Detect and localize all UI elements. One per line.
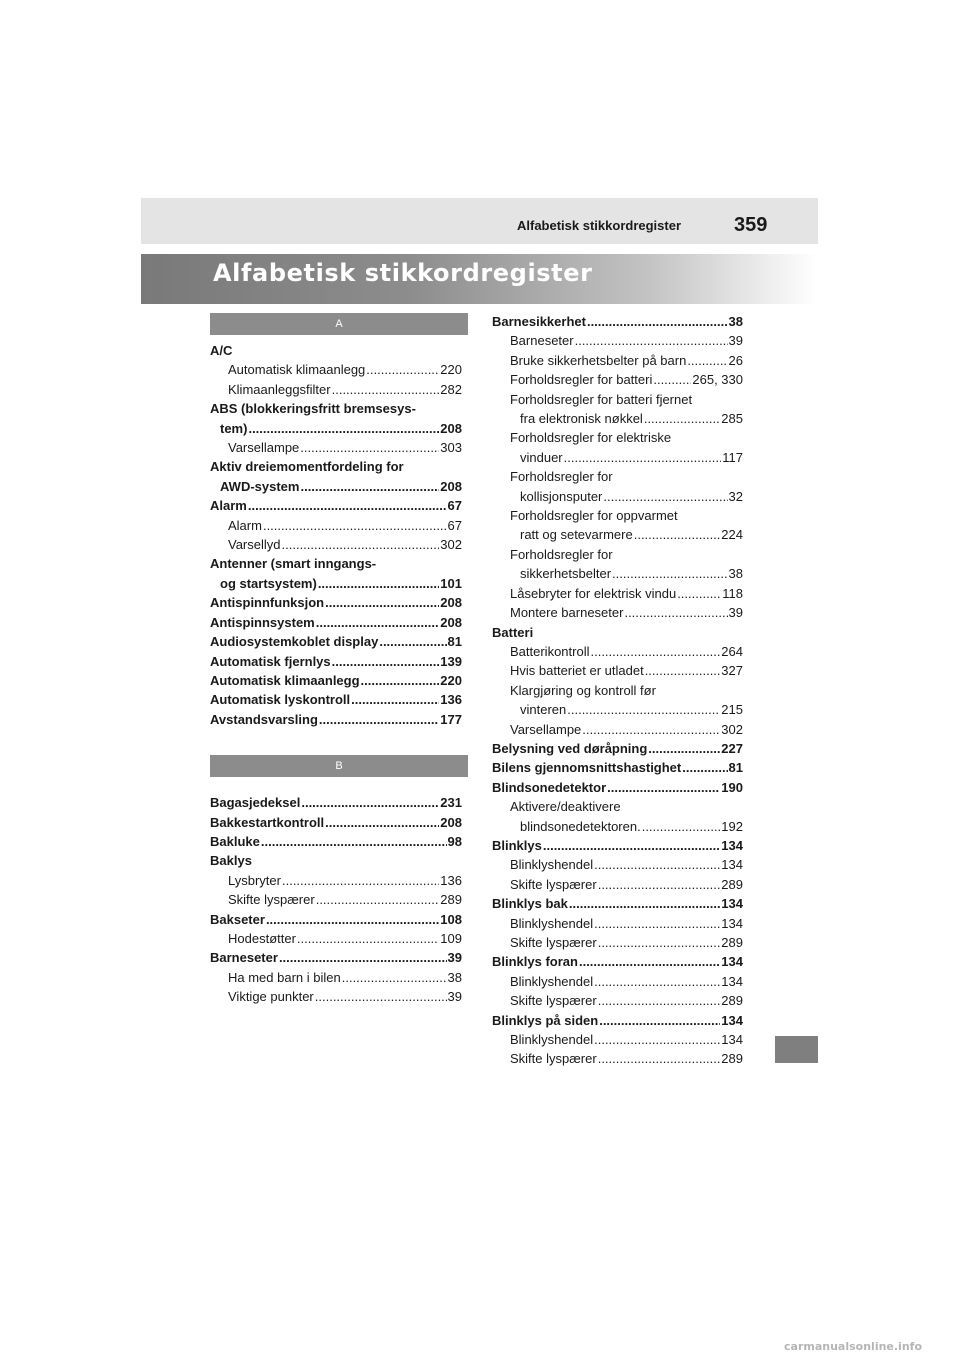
index-term: blindsonedetektoren. <box>520 818 641 834</box>
index-list-b <box>210 793 462 1006</box>
index-term: Batteri <box>492 624 534 640</box>
page-reference: 134 <box>721 857 743 873</box>
page-reference: 39 <box>728 333 743 349</box>
leader-dots <box>590 642 720 661</box>
leader-dots <box>325 593 439 612</box>
index-term: Antispinnfunksjon <box>210 595 325 611</box>
leader-dots <box>567 700 720 719</box>
index-entry <box>210 613 462 632</box>
index-entry <box>210 793 462 812</box>
index-entry <box>492 914 743 933</box>
page-reference: 231 <box>440 795 462 811</box>
index-term: Belysning ved døråpning <box>492 740 648 756</box>
index-entry <box>492 972 743 991</box>
leader-dots <box>543 836 720 855</box>
page-reference: 285 <box>721 411 743 427</box>
page-reference: 208 <box>440 614 462 630</box>
index-entry <box>492 331 743 350</box>
page-reference: 177 <box>440 711 462 727</box>
index-term: Batterikontroll <box>510 643 590 659</box>
index-term: Forholdsregler for <box>510 546 613 562</box>
index-entry <box>492 875 743 894</box>
index-term: Barnesikkerhet <box>492 314 586 329</box>
index-term: Audiosystemkoblet display <box>210 634 379 650</box>
index-entry <box>492 739 743 758</box>
index-term: A/C <box>210 343 233 358</box>
leader-dots <box>607 778 720 797</box>
index-entry <box>492 1049 743 1068</box>
leader-dots <box>297 929 439 948</box>
page-reference: 38 <box>728 566 743 582</box>
index-entry <box>492 351 743 370</box>
page-reference: 302 <box>440 537 462 553</box>
index-entry <box>210 496 462 515</box>
index-term: Skifte lyspærer <box>510 935 597 950</box>
index-term: Hodestøtter <box>228 930 296 946</box>
index-entry <box>210 890 462 909</box>
index-entry <box>210 652 462 671</box>
leader-dots <box>653 370 691 389</box>
page-reference: 108 <box>440 911 462 927</box>
index-term: Automatisk lyskontroll <box>210 692 351 708</box>
page-reference: 220 <box>440 362 462 378</box>
index-entry <box>492 545 743 584</box>
index-term: Skifte lyspærer <box>228 892 315 908</box>
leader-dots <box>587 312 728 331</box>
page-reference: 282 <box>440 381 462 397</box>
leader-dots <box>594 914 720 933</box>
index-entry <box>210 929 462 948</box>
page-reference: 81 <box>447 634 462 650</box>
index-entry <box>492 584 743 603</box>
page-reference: 134 <box>721 1012 743 1028</box>
index-entry <box>210 948 462 967</box>
index-entry <box>210 457 462 496</box>
leader-dots <box>594 972 720 991</box>
leader-dots <box>261 832 447 851</box>
index-entry <box>210 832 462 851</box>
index-entry <box>210 399 462 438</box>
index-entry <box>492 778 743 797</box>
page-reference: 302 <box>721 721 743 737</box>
index-entry <box>492 1011 743 1030</box>
leader-dots <box>300 438 439 457</box>
index-term: Blinklyshendel <box>510 1032 594 1048</box>
section-title: Alfabetisk stikkordregister <box>213 259 593 287</box>
index-term: Bagasjedeksel <box>210 795 301 811</box>
index-column-right <box>492 314 743 1069</box>
page-reference: 134 <box>721 1032 743 1048</box>
index-entry <box>210 968 462 987</box>
leader-dots <box>316 613 440 632</box>
page-reference: 32 <box>728 488 743 504</box>
page-reference: 109 <box>440 930 462 946</box>
index-term: Aktivere/deaktivere <box>510 799 621 815</box>
leader-dots <box>579 952 720 971</box>
leader-dots <box>644 409 720 428</box>
leader-dots <box>564 448 722 467</box>
index-term: Bilens gjennomsnittshastighet <box>492 760 682 776</box>
page-reference: 208 <box>440 478 462 494</box>
leader-dots <box>248 419 439 438</box>
index-term: Blinklys <box>492 837 542 853</box>
leader-dots <box>612 564 727 583</box>
index-entry <box>492 797 743 836</box>
index-entry <box>210 438 462 457</box>
page-reference: 39 <box>447 950 462 966</box>
leader-dots <box>582 720 720 739</box>
page-reference: 289 <box>721 935 743 950</box>
index-term: vinduer <box>520 449 563 465</box>
index-entry <box>492 428 743 467</box>
index-term: Skifte lyspærer <box>510 993 597 1009</box>
page-reference: 26 <box>728 352 743 368</box>
leader-dots <box>342 968 447 987</box>
page-reference: 134 <box>721 837 743 853</box>
index-term: Blinklys på siden <box>492 1012 599 1028</box>
leader-dots <box>319 710 439 729</box>
leader-dots <box>266 910 439 929</box>
leader-dots <box>282 535 440 554</box>
leader-dots <box>316 890 440 909</box>
index-term: kollisjonsputer <box>520 488 603 504</box>
index-term: Skifte lyspærer <box>510 876 597 892</box>
index-term: Aktiv dreiemomentfordeling for <box>210 459 404 475</box>
index-entry <box>210 360 462 379</box>
index-entry <box>492 720 743 739</box>
leader-dots <box>624 603 727 622</box>
leader-dots <box>361 671 440 690</box>
index-entry <box>492 952 743 971</box>
leader-dots <box>598 875 721 894</box>
index-term: Varsellyd <box>228 537 281 553</box>
index-term: Blinklyshendel <box>510 915 594 931</box>
index-entry <box>210 554 462 593</box>
index-entry <box>492 1030 743 1049</box>
index-entry <box>492 467 743 506</box>
leader-dots <box>677 584 721 603</box>
page-reference: 208 <box>440 814 462 830</box>
page-reference: 327 <box>721 663 743 679</box>
leader-dots <box>569 894 720 913</box>
leader-dots <box>325 813 439 832</box>
leader-dots <box>575 331 728 350</box>
index-term: Automatisk klimaanlegg <box>228 362 366 378</box>
index-entry <box>210 516 462 535</box>
index-term: Alarm <box>210 498 247 514</box>
index-term: Automatisk fjernlys <box>210 653 331 669</box>
page-reference: 289 <box>721 1051 743 1067</box>
leader-dots <box>351 690 439 709</box>
index-term: Blinklyshendel <box>510 857 594 873</box>
leader-dots <box>642 817 721 836</box>
page-reference: 67 <box>447 517 462 533</box>
leader-dots <box>682 758 727 777</box>
page-reference: 136 <box>440 872 462 888</box>
page-reference: 289 <box>721 993 743 1009</box>
index-term: Barneseter <box>510 333 574 349</box>
index-term: Blinklys bak <box>492 896 568 912</box>
index-list-right <box>492 312 743 1069</box>
page-number: 359 <box>734 214 768 236</box>
leader-dots <box>315 987 447 1006</box>
page-reference: 134 <box>721 896 743 912</box>
index-term: Forholdsregler for elektriske <box>510 430 672 446</box>
index-entry <box>492 661 743 680</box>
leader-dots <box>598 933 721 952</box>
index-entry <box>492 603 743 622</box>
index-entry <box>210 632 462 651</box>
index-term: tem) <box>220 420 248 436</box>
leader-dots <box>279 948 447 967</box>
leader-dots <box>648 739 720 758</box>
page-reference: 190 <box>721 779 743 795</box>
index-term: Blindsonedetektor <box>492 779 607 795</box>
page-reference: 134 <box>721 954 743 970</box>
leader-dots <box>301 793 439 812</box>
leader-dots <box>332 380 440 399</box>
leader-dots <box>634 525 721 544</box>
page-reference: 220 <box>440 672 462 688</box>
index-entry <box>492 642 743 661</box>
page-reference: 139 <box>440 653 462 669</box>
index-term: Bakluke <box>210 833 260 849</box>
page-reference: 38 <box>728 314 743 329</box>
index-term: Blinklyshendel <box>510 973 594 989</box>
letter-heading-b: B <box>210 755 468 777</box>
index-term: Bakkestartkontroll <box>210 814 325 830</box>
watermark: carmanualsonline.info <box>784 1340 922 1353</box>
index-term: Klargjøring og kontroll før <box>510 682 656 698</box>
index-term: vinteren <box>520 702 567 718</box>
index-term: Antenner (smart inngangs- <box>210 556 377 572</box>
index-entry <box>210 710 462 729</box>
leader-dots <box>282 871 439 890</box>
index-entry <box>492 312 743 331</box>
index-entry <box>492 855 743 874</box>
index-term: Bakseter <box>210 911 265 927</box>
index-term: Forholdsregler for <box>510 469 613 485</box>
leader-dots <box>366 360 439 379</box>
page-reference: 136 <box>440 692 462 708</box>
running-header-bar <box>141 198 818 244</box>
page-reference: 98 <box>447 833 462 849</box>
index-term: Barneseter <box>210 950 278 966</box>
index-entry <box>210 851 462 870</box>
index-term: og startsystem) <box>220 575 317 591</box>
leader-dots <box>687 351 727 370</box>
page-reference: 264 <box>721 643 743 659</box>
index-column-left <box>210 318 462 1007</box>
leader-dots <box>603 487 727 506</box>
index-term: Avstandsvarsling <box>210 711 318 727</box>
page-reference: 39 <box>447 989 462 1005</box>
page-reference: 289 <box>440 892 462 908</box>
index-term: ratt og setevarmere <box>520 527 633 543</box>
index-term: Baklys <box>210 853 252 869</box>
index-term: Bruke sikkerhetsbelter på barn <box>510 352 687 368</box>
page-reference: 227 <box>721 740 743 756</box>
index-entry <box>210 813 462 832</box>
index-term: fra elektronisk nøkkel <box>520 411 643 427</box>
index-entry <box>210 690 462 709</box>
index-term: Låsebryter for elektrisk vindu <box>510 585 677 601</box>
index-entry <box>492 623 743 642</box>
index-term: Skifte lyspærer <box>510 1051 597 1067</box>
index-term: ABS (blokkeringsfritt bremsesys- <box>210 401 416 417</box>
leader-dots <box>248 496 447 515</box>
index-term: Alarm <box>228 517 262 533</box>
index-entry <box>210 535 462 554</box>
index-entry <box>492 390 743 429</box>
letter-heading-a: A <box>210 313 468 335</box>
index-list-a <box>210 341 462 729</box>
index-term: Viktige punkter <box>228 989 314 1005</box>
leader-dots <box>594 1030 720 1049</box>
index-entry <box>210 380 462 399</box>
page-reference: 289 <box>721 876 743 892</box>
index-entry <box>210 671 462 690</box>
page-reference: 208 <box>440 420 462 436</box>
index-entry <box>492 506 743 545</box>
index-entry <box>210 341 462 360</box>
leader-dots <box>598 1049 721 1068</box>
index-entry <box>210 871 462 890</box>
index-term: Ha med barn i bilen <box>228 969 341 985</box>
index-term: AWD-system <box>220 478 300 494</box>
leader-dots <box>599 1011 720 1030</box>
page-reference: 101 <box>440 575 462 591</box>
index-term: Forholdsregler for batteri <box>510 372 653 388</box>
page-reference: 118 <box>722 585 743 601</box>
page-reference: 38 <box>447 969 462 985</box>
leader-dots <box>332 652 440 671</box>
index-term: Montere barneseter <box>510 605 624 621</box>
index-entry <box>210 910 462 929</box>
page-reference: 67 <box>447 498 462 514</box>
index-term: Forholdsregler for batteri fjernet <box>510 391 693 407</box>
index-term: Hvis batteriet er utladet <box>510 663 644 679</box>
index-term: Varsellampe <box>228 440 300 456</box>
index-entry <box>492 370 743 389</box>
index-term: Forholdsregler for oppvarmet <box>510 508 678 524</box>
index-entry <box>492 894 743 913</box>
page-reference: 81 <box>728 760 743 776</box>
leader-dots <box>300 477 439 496</box>
index-term: Blinklys foran <box>492 954 578 970</box>
index-entry <box>492 991 743 1010</box>
running-header-title: Alfabetisk stikkordregister <box>517 218 682 233</box>
page-reference: 224 <box>721 527 743 543</box>
page-reference: 117 <box>722 449 743 465</box>
leader-dots <box>645 661 721 680</box>
leader-dots <box>379 632 446 651</box>
index-term: Antispinnsystem <box>210 614 315 630</box>
page-reference: 303 <box>440 440 462 456</box>
page-reference: 265, 330 <box>692 372 743 388</box>
index-entry <box>492 933 743 952</box>
index-entry <box>210 593 462 612</box>
index-term: Klimaanleggsfilter <box>228 381 331 397</box>
page-reference: 208 <box>440 595 462 611</box>
index-entry <box>492 758 743 777</box>
page-reference: 134 <box>721 915 743 931</box>
thumb-index-tab <box>775 1036 818 1063</box>
leader-dots <box>594 855 720 874</box>
page-reference: 39 <box>728 605 743 621</box>
page-reference: 215 <box>721 702 743 718</box>
index-term: Lysbryter <box>228 872 281 888</box>
leader-dots <box>263 516 447 535</box>
index-term: Automatisk klimaanlegg <box>210 672 360 688</box>
index-term: Varsellampe <box>510 721 582 737</box>
index-term: sikkerhetsbelter <box>520 566 612 582</box>
index-entry <box>492 681 743 720</box>
index-entry <box>492 836 743 855</box>
page-reference: 134 <box>721 973 743 989</box>
index-entry <box>210 987 462 1006</box>
leader-dots <box>318 574 439 593</box>
leader-dots <box>598 991 721 1010</box>
page-reference: 192 <box>721 818 743 834</box>
